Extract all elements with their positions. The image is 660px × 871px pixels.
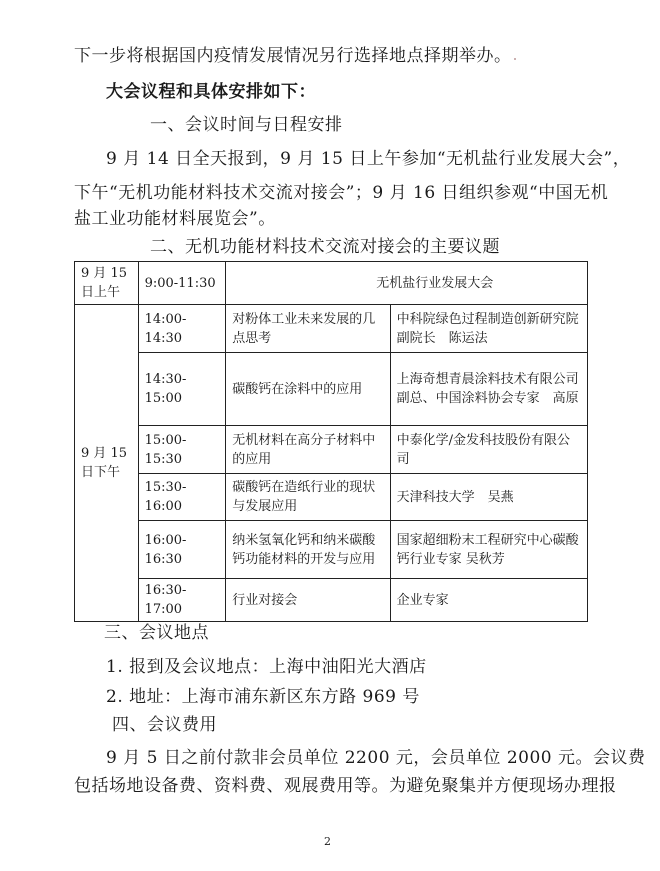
section-3-title: 三、会议地点 <box>104 623 209 643</box>
schedule-line: 下午“无机功能材料技术交流对接会”；9 月 16 日组织参观“中国无机 <box>74 183 609 203</box>
section-1-title: 一、会议时间与日程安排 <box>150 115 343 135</box>
time-cell: 15:30-16:00 <box>138 474 226 521</box>
schedule-line: 盐工业功能材料展览会”。 <box>74 209 276 229</box>
time-cell: 15:00-15:30 <box>138 426 226 474</box>
speaker-cell: 企业专家 <box>390 579 587 622</box>
topic-cell: 无机盐行业发展大会 <box>226 262 588 305</box>
topic-cell: 对粉体工业未来发展的几点思考 <box>226 305 390 353</box>
time-cell: 14:00-14:30 <box>138 305 226 353</box>
table-row <box>75 474 588 521</box>
speaker-cell: 中泰化学/金发科技股份有限公司 <box>390 426 587 474</box>
agenda-heading: 大会议程和具体安排如下： <box>106 82 316 102</box>
time-cell: 9:00-11:30 <box>138 262 226 305</box>
topic-cell: 纳米氢氧化钙和纳米碳酸钙功能材料的开发与应用 <box>226 521 390 579</box>
topic-cell: 碳酸钙在涂料中的应用 <box>226 353 390 426</box>
date-cell: 9 月 15 日上午 <box>75 262 139 305</box>
topic-cell: 行业对接会 <box>226 579 390 622</box>
table-row <box>75 353 588 426</box>
table-row <box>75 305 588 353</box>
speaker-cell: 国家超细粉末工程研究中心碳酸钙行业专家 吴秋芳 <box>390 521 587 579</box>
venue-item: 1. 报到及会议地点：上海中油阳光大酒店 <box>106 657 427 677</box>
fee-line: 包括场地设备费、资料费、观展费用等。为避免聚集并方便现场办理报 <box>74 776 617 796</box>
date-cell: 9 月 15 日下午 <box>75 305 139 622</box>
topic-cell: 碳酸钙在造纸行业的现状与发展应用 <box>226 474 390 521</box>
speaker-cell: 天津科技大学 吴燕 <box>390 474 587 521</box>
fee-line: 9 月 5 日之前付款非会员单位 2200 元，会员单位 2000 元。会议费 <box>106 748 646 768</box>
page-number: 2 <box>324 835 331 848</box>
section-2-title: 二、无机功能材料技术交流对接会的主要议题 <box>150 237 500 257</box>
table-row <box>75 262 588 305</box>
speaker-cell: 上海奇想青晨涂料技术有限公司副总、中国涂料协会专家 高原 <box>390 353 587 426</box>
section-4-title: 四、会议费用 <box>112 715 217 735</box>
address-item: 2. 地址：上海市浦东新区东方路 969 号 <box>106 687 420 707</box>
paragraph-line: 下一步将根据国内疫情发展情况另行选择地点择期举办。 <box>74 46 512 66</box>
time-cell: 16:30-17:00 <box>138 579 226 622</box>
schedule-line: 9 月 14 日全天报到，9 月 15 日上午参加“无机盐行业发展大会”， <box>106 149 631 169</box>
speaker-cell: 中科院绿色过程制造创新研究院副院长 陈运法 <box>390 305 587 353</box>
agenda-table <box>74 261 588 622</box>
table-row <box>75 521 588 579</box>
topic-cell: 无机材料在高分子材料中的应用 <box>226 426 390 474</box>
time-cell: 14:30-15:00 <box>138 353 226 426</box>
table-row <box>75 579 588 622</box>
time-cell: 16:00-16:30 <box>138 521 226 579</box>
scan-speck <box>514 58 516 60</box>
table-row <box>75 426 588 474</box>
